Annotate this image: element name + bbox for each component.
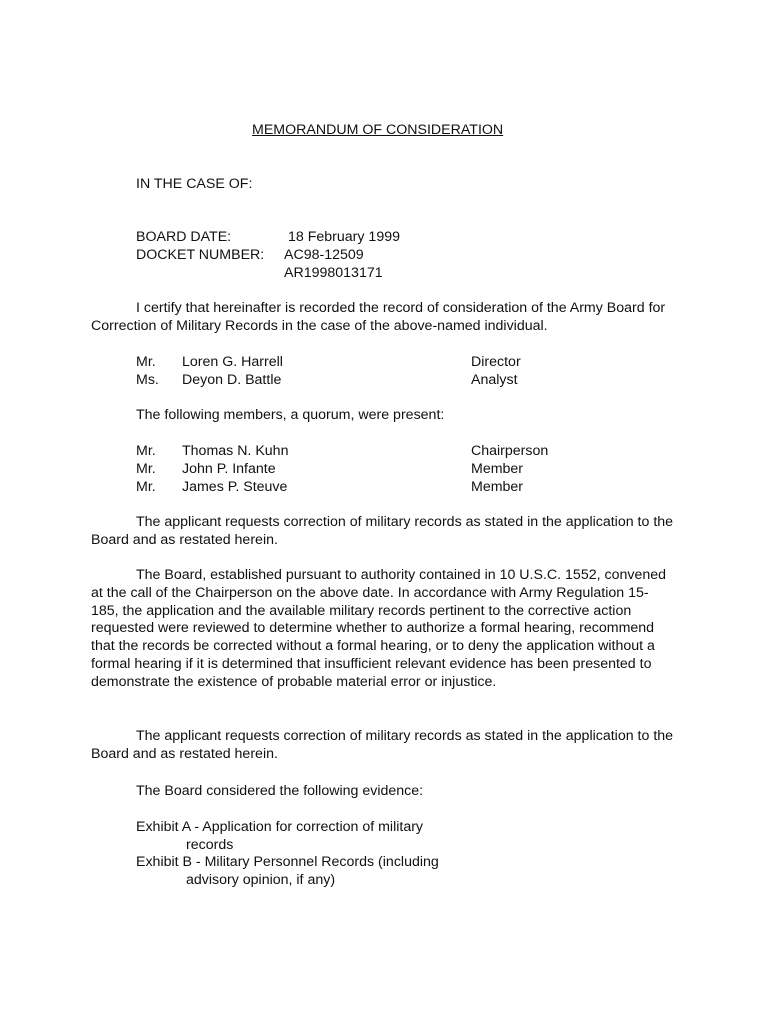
case-label: IN THE CASE OF:: [136, 176, 253, 192]
staff-name: Deyon D. Battle: [182, 372, 282, 388]
member-role: Member: [471, 461, 524, 477]
staff-salutation: Mr.: [136, 354, 156, 370]
member-name: James P. Steuve: [182, 479, 288, 495]
exhibit-a-continuation: records: [186, 837, 234, 853]
member-salutation: Mr.: [136, 479, 156, 495]
member-salutation: Mr.: [136, 443, 156, 459]
evidence-intro: The Board considered the following evidence:: [136, 783, 424, 799]
docket-number-label: DOCKET NUMBER:: [136, 247, 265, 263]
staff-salutation: Ms.: [136, 372, 159, 388]
member-row: [136, 442, 696, 460]
exhibit-b: Exhibit B - Military Personnel Records (including: [136, 854, 439, 870]
exhibit-a: Exhibit A - Application for correction of military: [136, 819, 424, 835]
staff-role: Director: [471, 354, 521, 370]
quorum-statement: The following members, a quorum, were present:: [136, 407, 445, 423]
board-date-label: BOARD DATE:: [136, 229, 232, 245]
staff-role: Analyst: [471, 372, 518, 388]
staff-row: [136, 353, 696, 371]
member-salutation: Mr.: [136, 461, 156, 477]
member-name: John P. Infante: [182, 461, 276, 477]
member-row: [136, 460, 696, 478]
member-role: Chairperson: [471, 443, 549, 459]
certification-paragraph: I certify that hereinafter is recorded the record of consideration of the Army Board for Correction of Military Records in the case of the above-named individual.: [91, 300, 666, 334]
member-role: Member: [471, 479, 524, 495]
staff-row: [136, 371, 696, 389]
member-row: [136, 478, 696, 496]
exhibit-b-continuation: advisory opinion, if any): [186, 872, 336, 888]
docket-number-secondary: AR1998013171: [284, 265, 383, 281]
docket-number-value: AC98-12509: [284, 247, 364, 263]
request-paragraph: The applicant requests correction of military records as stated in the application to the Board and as restated herein.: [91, 514, 674, 548]
board-authority-paragraph: The Board, established pursuant to authority contained in 10 U.S.C. 1552, convened at the call of the Chairperson on the above date. In accordance with Army Regulation 15-185, the application and the available military records pertinent to the corrective action requested were reviewed to determine whether to authorize a formal hearing, recommend that the records be corrected without a formal hearing, or to deny the application without a formal hearing if it is determined that insufficient relevant evidence has been presented to demonstrate the existence of probable material error or injustice.: [91, 567, 667, 690]
board-date-value: 18 February 1999: [288, 229, 400, 245]
page-title: MEMORANDUM OF CONSIDERATION: [252, 122, 504, 138]
request-paragraph-restated: The applicant requests correction of military records as stated in the application to the Board and as restated herein.: [91, 728, 674, 762]
member-name: Thomas N. Kuhn: [182, 443, 289, 459]
staff-name: Loren G. Harrell: [182, 354, 283, 370]
